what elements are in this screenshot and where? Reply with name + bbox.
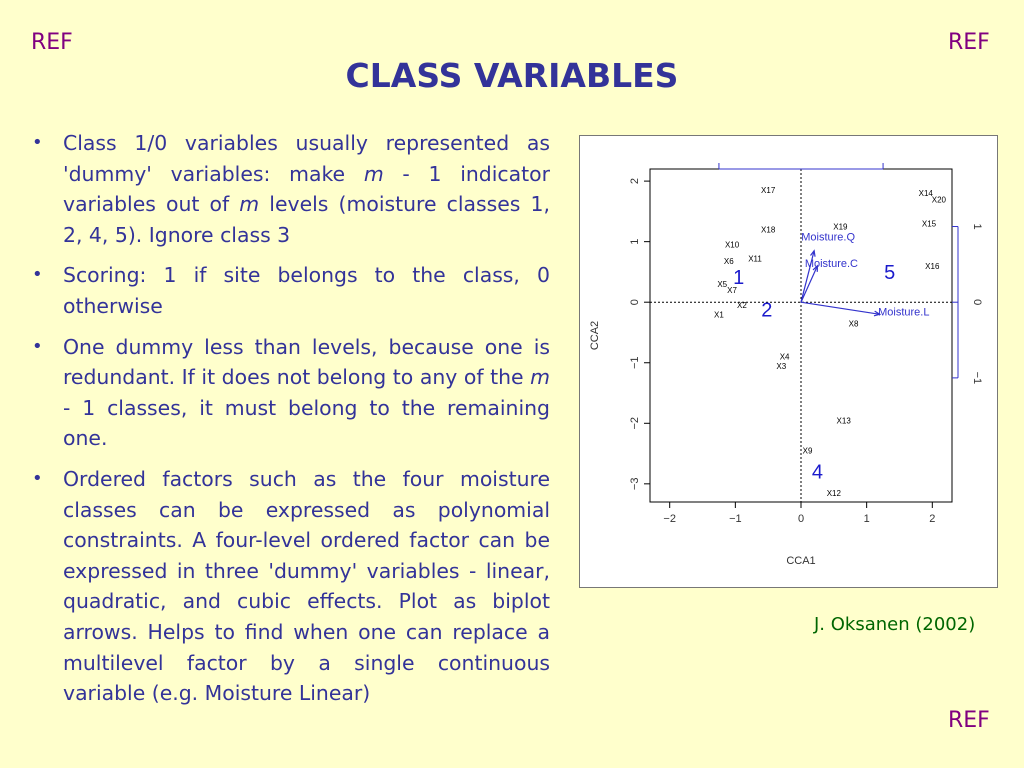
site-label: X20 — [931, 195, 946, 205]
variable-m: m — [239, 192, 260, 217]
ref-link-bottom-right[interactable]: REF — [948, 708, 990, 733]
site-label: X8 — [848, 319, 859, 329]
slide-title: CLASS VARIABLES — [345, 56, 679, 95]
bullet-text: - 1 indicator variables out of — [63, 161, 550, 217]
site-label: X13 — [836, 416, 851, 426]
site-label: X14 — [918, 189, 933, 199]
bullet-item — [32, 128, 550, 250]
variable-m: m — [530, 365, 550, 390]
bullet-list — [32, 128, 550, 719]
bullet-text: One dummy less than levels, because one is redundant. If it does not belong to any of the — [63, 334, 550, 390]
bullet-dot-icon: • — [32, 335, 43, 357]
biplot-arrow — [801, 302, 880, 314]
site-label: X10 — [724, 240, 740, 250]
bullet-text: levels (moisture classes 1, 2, 4, 5). Ignore class 3 — [63, 192, 550, 247]
bullet-text: Scoring: 1 if site belongs to the class, 0 otherwise — [63, 263, 550, 318]
x-tick-label: 0 — [797, 513, 805, 525]
bullet-dot-icon: • — [32, 264, 43, 286]
bullet-item — [32, 332, 550, 454]
arrow-label: Moisture.Q — [801, 231, 856, 244]
arrow-label: Moisture.L — [878, 306, 930, 319]
x-tick-label: 2 — [929, 513, 936, 525]
cca-biplot-svg — [580, 136, 997, 587]
site-label: X12 — [826, 488, 841, 498]
cca-biplot — [579, 135, 998, 588]
y-tick-label: 2 — [629, 178, 641, 185]
bullet-text: Ordered factors such as the four moisture classes can be expressed as polynomial constraints. A four-level ordered factor can be expressed in three 'dummy' variables - linear, quadratic, and cubic effects. Plot as biplot arrows. Helps to find when one can replace a multilevel factor by a single continuous variable (e.g. Moisture Linear) — [63, 466, 550, 706]
y-axis-title: CCA2 — [589, 320, 601, 351]
site-label: X16 — [925, 261, 940, 271]
bullet-item — [32, 464, 550, 709]
y-tick-label: 0 — [629, 299, 641, 306]
y-tick-label: −2 — [629, 417, 641, 430]
x-tick-label: −1 — [729, 513, 742, 525]
bullet-text: - 1 classes, it must belong to the remaining one. — [63, 395, 550, 451]
site-label: X11 — [748, 254, 762, 264]
bullet-dot-icon: • — [32, 132, 43, 153]
site-label: X4 — [779, 352, 790, 362]
right-tick-label: −1 — [971, 371, 983, 385]
ref-link-top-left[interactable]: REF — [31, 30, 73, 55]
y-tick-label: −1 — [629, 356, 641, 370]
class-centroid-label: 4 — [811, 461, 823, 484]
right-tick-label: 0 — [971, 299, 983, 306]
figure-credit: J. Oksanen (2002) — [814, 614, 976, 635]
site-label: X19 — [833, 222, 848, 232]
y-tick-label: −3 — [629, 477, 641, 491]
x-tick-label: −2 — [663, 513, 676, 525]
site-label: X3 — [776, 361, 787, 371]
site-label: X1 — [714, 310, 724, 320]
arrow-label: Moisture.C — [804, 257, 859, 270]
site-label: X6 — [723, 257, 734, 267]
y-tick-label: 1 — [629, 238, 641, 245]
class-centroid-label: 5 — [884, 261, 896, 284]
class-centroid-label: 2 — [761, 299, 773, 322]
site-label: X9 — [802, 446, 813, 456]
class-centroid-label: 1 — [733, 266, 745, 289]
right-tick-label: 1 — [971, 223, 983, 230]
bullet-dot-icon: • — [32, 467, 43, 489]
site-label: X18 — [761, 225, 776, 235]
site-label: X5 — [717, 280, 728, 290]
variable-m: m — [363, 161, 384, 186]
ref-link-top-right[interactable]: REF — [948, 30, 990, 55]
site-label: X17 — [761, 186, 776, 196]
x-axis-title: CCA1 — [786, 555, 816, 567]
x-tick-label: 1 — [863, 513, 870, 525]
site-label: X7 — [727, 286, 737, 296]
site-label: X15 — [921, 219, 937, 229]
site-label: X2 — [737, 301, 747, 311]
bullet-text: Class 1/0 variables usually represented as 'dummy' variables: make — [63, 131, 550, 186]
bullet-item — [32, 260, 550, 321]
